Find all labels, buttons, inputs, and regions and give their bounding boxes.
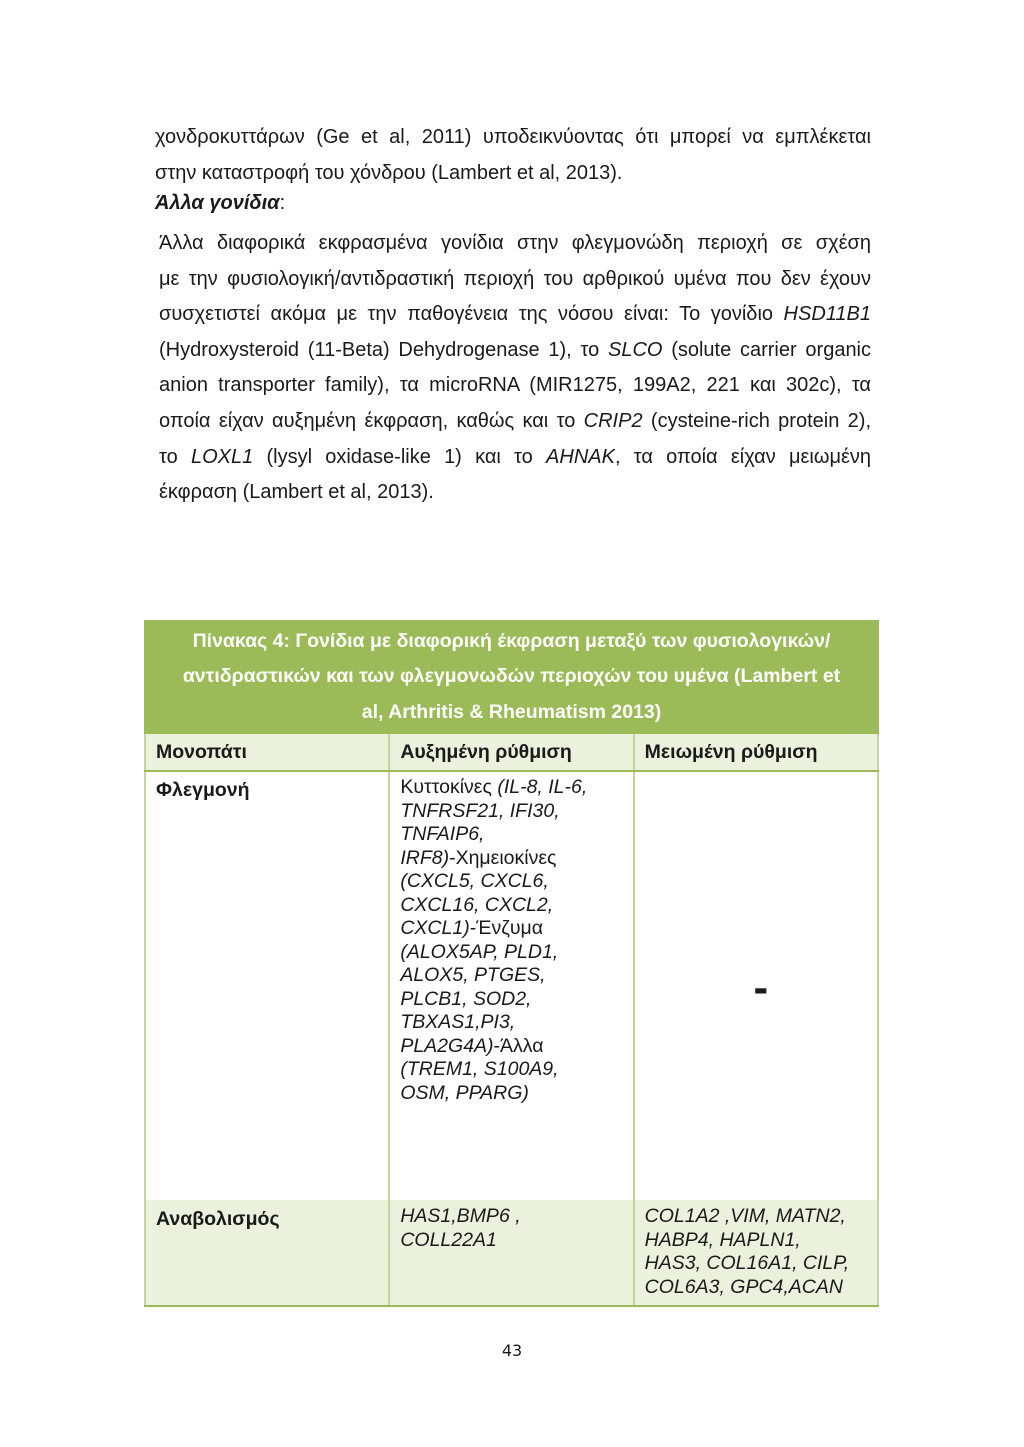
text-line: Άλλα διαφορικά εκφρασμένα γονίδια στην φλεγμονώδη περιοχή σε σχέση: [159, 232, 871, 254]
text-run: (lysyl oxidase-like 1) και το: [253, 445, 547, 468]
text-line: [155, 297, 871, 333]
text-line: έκφραση (Lambert et al, 2013).: [159, 481, 434, 504]
section-heading: [155, 187, 285, 219]
cell-line: TNFAIP6,: [400, 823, 485, 845]
cell-line: COL6A3, GPC4,ACAN: [644, 1275, 843, 1298]
cell-line: TBXAS1,PI3,: [400, 1011, 516, 1033]
pathway-cell: Φλεγμονή: [145, 771, 389, 1200]
downregulated-cell: -: [634, 771, 878, 1200]
cell-line: COLL22A1: [400, 1228, 497, 1251]
heading-colon: :: [279, 192, 286, 214]
text-run: -Χημειοκίνες: [449, 846, 557, 869]
text-run: (cysteine-rich protein 2),: [642, 409, 871, 432]
cell-line: [400, 847, 632, 871]
column-header-upregulated: Αυξημένη ρύθμιση: [389, 733, 633, 771]
text-run: , τα οποία είχαν μειωμένη: [614, 445, 872, 468]
pathway-cell: Αναβολισμός: [145, 1200, 389, 1306]
cell-line: [400, 1035, 632, 1059]
text-line: anion transporter family), τα microRNA (MIR1275, 199A2, 221 και 302c), τα: [159, 374, 871, 397]
cell-line: COL1A2 ,VIM, MATN2,: [644, 1205, 846, 1227]
cell-line: HABP4, HAPLN1,: [644, 1228, 801, 1251]
table-caption-row: [145, 621, 878, 733]
text-run: (solute carrier organic: [662, 338, 872, 361]
table-row: [145, 771, 878, 1200]
cell-line: HAS3, COL16A1, CILP,: [644, 1252, 850, 1274]
gene-name: SLCO: [607, 338, 663, 361]
text-run: (Hydroxysteroid (11-Beta) Dehydrogenase 1), το: [159, 338, 608, 361]
downregulated-cell: [634, 1200, 878, 1306]
cell-line: OSM, PPARG): [400, 1081, 529, 1104]
text-run: οποία είχαν αυξημένη έκφραση, καθώς και το: [159, 409, 584, 432]
cell-line: [400, 917, 632, 941]
text-line: με την φυσιολογική/αντιδραστική περιοχή του αρθρικού υμένα που δεν έχουν: [159, 267, 871, 290]
caption-line: al, Arthritis & Rheumatism 2013): [361, 700, 662, 723]
gene-name: HSD11B1: [783, 303, 871, 326]
text-run: -Ένζυμα: [469, 917, 543, 939]
caption-line: Πίνακας 4: Γονίδια με διαφορική έκφραση μεταξύ των φυσιολογικών/: [192, 629, 831, 652]
table-caption: [145, 621, 878, 733]
cell-line: (CXCL5, CXCL6,: [400, 870, 549, 892]
gene-list: CXCL1): [400, 917, 470, 939]
upregulated-cell: [389, 1200, 633, 1306]
cell-line: HAS1,BMP6 ,: [400, 1205, 521, 1227]
heading-text: Άλλα γονίδια: [155, 192, 280, 214]
text-run: Κυττοκίνες: [400, 776, 498, 798]
gene-expression-table: [144, 620, 879, 1307]
gene-list: (IL-8, IL-6,: [497, 776, 588, 798]
page-number: 43: [501, 1341, 523, 1360]
cell-line: CXCL16, CXCL2,: [400, 893, 554, 916]
text-run: -Άλλα: [493, 1034, 544, 1057]
cell-line: (TREM1, S100A9,: [400, 1058, 559, 1080]
text-line: [155, 333, 871, 369]
cell-line: (ALOX5AP, PLD1,: [400, 940, 559, 963]
gene-name: AHNAK: [546, 445, 615, 468]
text-line: [155, 404, 871, 440]
cell-line: TNFRSF21, IFI30,: [400, 799, 560, 822]
cell-line: ALOX5, PTGES,: [400, 964, 546, 986]
text-line: [155, 440, 871, 476]
table-row: [145, 1200, 878, 1306]
cell-line: [400, 776, 632, 800]
gene-list: PLA2G4A): [400, 1034, 494, 1057]
gene-name: CRIP2: [583, 409, 643, 432]
table-header-row: [145, 733, 878, 771]
caption-line: αντιδραστικών και των φλεγμονωδών περιοχών του υμένα (Lambert et: [182, 665, 841, 688]
cell-line: PLCB1, SOD2,: [400, 987, 532, 1010]
paragraph-other-genes: [155, 226, 871, 511]
gene-name: LOXL1: [190, 445, 254, 468]
column-header-pathway: Μονοπάτι: [145, 733, 389, 771]
column-header-downregulated: Μειωμένη ρύθμιση: [634, 733, 878, 771]
upregulated-cell: [389, 771, 633, 1200]
paragraph-intro: [155, 120, 871, 191]
text-run: συσχετιστεί ακόμα με την παθογένεια της νόσου είναι: Το γονίδιο: [159, 303, 784, 326]
gene-list: IRF8): [400, 846, 450, 869]
text-line: στην καταστροφή του χόνδρου (Lambert et al, 2013).: [155, 161, 623, 184]
text-line: χονδροκυττάρων (Ge et al, 2011) υποδεικνύοντας ότι μπορεί να εμπλέκεται: [155, 126, 871, 148]
text-run: το: [159, 445, 191, 468]
